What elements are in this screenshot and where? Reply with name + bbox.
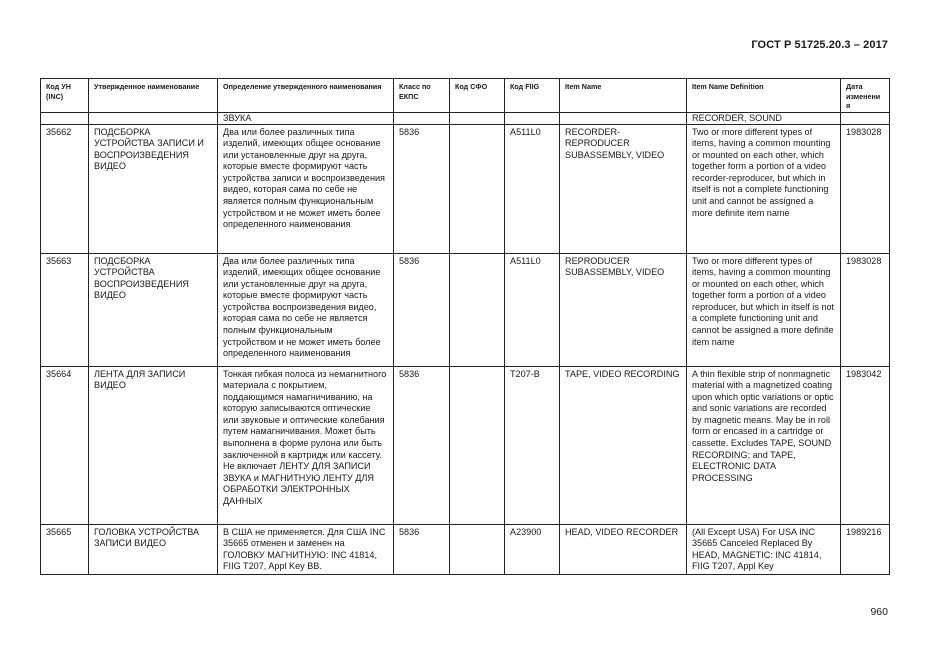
cell-sfo [450,366,505,524]
table-row [41,253,890,366]
cell-definition-ru: В США не применяется. Для США INC 35665 отменен и заменен на ГОЛОВКУ МАГНИТНУЮ: INC 41814, FIIG T207, Appl Key BB. [218,524,394,574]
cell-date: 1983042 [841,366,890,524]
cell-sfo [450,124,505,253]
cell-item-name: RECORDER-REPRODUCER SUBASSEMBLY, VIDEO [560,124,687,253]
cell-sfo [450,524,505,574]
cell-date: 1983028 [841,124,890,253]
continuation-definition-en: RECORDER, SOUND [687,112,841,124]
cell-ekps: 5836 [394,366,450,524]
column-header-inc: Код УН (INC) [41,79,89,113]
cell-inc: 35664 [41,366,89,524]
table-header-row [41,79,890,113]
cell-date: 1983028 [841,253,890,366]
cell-definition-ru: Тонкая гибкая полоса из немагнитного материала с покрытием, поддающимся намагничиванию, на которую записываются оптические или звуковые и оптические колебания путем намагничивания. Может быть выполнена в форме рулона или быть заключенной в картридж или кассету. Не включает ЛЕНТУ ДЛЯ ЗАПИСИ ЗВУКА и МАГНИТНУЮ ЛЕНТУ ДЛЯ ОБРАБОТКИ ЭЛЕКТРОННЫХ ДАННЫХ [218,366,394,524]
cell-fiig: A511L0 [505,253,560,366]
cell-fiig: A511L0 [505,124,560,253]
cell-date: 1989216 [841,524,890,574]
column-header-definition-ru: Определение утвержденного наименования [218,79,394,113]
specification-table [40,78,890,575]
column-header-name-ru: Утвержденное наименование [89,79,218,113]
cell-definition-en: Two or more different types of items, having a common mounting or mounted on each other, which together form a portion of a video reproducer, but which in itself is not a complete functioning unit and cannot be assigned a more definite item name [687,253,841,366]
continuation-definition-ru: ЗВУКА [218,112,394,124]
cell-definition-en: A thin flexible strip of nonmagnetic material with a magnetized coating upon which optic variations or optic and sonic variations are recorded by magnetic means. May be in roll form or encased in a cartridge or cassette. Excludes TAPE, SOUND RECORDING; and TAPE, ELECTRONIC DATA PROCESSING [687,366,841,524]
cell-inc: 35662 [41,124,89,253]
cell-name-ru: ЛЕНТА ДЛЯ ЗАПИСИ ВИДЕО [89,366,218,524]
cell-item-name: REPRODUCER SUBASSEMBLY, VIDEO [560,253,687,366]
table-row [41,366,890,524]
cell-name-ru: ПОДСБОРКА УСТРОЙСТВА ВОСПРОИЗВЕДЕНИЯ ВИДЕО [89,253,218,366]
table-row [41,124,890,253]
cell-name-ru: ГОЛОВКА УСТРОЙСТВА ЗАПИСИ ВИДЕО [89,524,218,574]
cell-inc: 35663 [41,253,89,366]
cell-definition-en: Two or more different types of items, having a common mounting or mounted on each other, which together form a portion of a video recorder-reproducer, but which in itself is not a complete functioning unit and cannot be assigned a more definite item name [687,124,841,253]
cell-ekps: 5836 [394,524,450,574]
cell-ekps: 5836 [394,124,450,253]
cell-inc: 35665 [41,524,89,574]
column-header-date: Дата изменения [841,79,890,113]
cell-definition-en: (All Except USA) For USA INC 35665 Canceled Replaced By HEAD, MAGNETIC: INC 41814, FIIG T207, Appl Key [687,524,841,574]
cell-sfo [450,253,505,366]
cell-item-name: TAPE, VIDEO RECORDING [560,366,687,524]
column-header-sfo: Код СФО [450,79,505,113]
column-header-definition-en: Item Name Definition [687,79,841,113]
cell-definition-ru: Два или более различных типа изделий, имеющих общее основание или установленные друг на друга, которые вместе формируют часть устройства записи и воспроизведения видео, которая сама по себе не является полным функциональным устройством и не может иметь более определенного наименования [218,124,394,253]
column-header-item-name: Item Name [560,79,687,113]
column-header-ekps: Класс по ЕКПС [394,79,450,113]
cell-fiig: A23900 [505,524,560,574]
page-number: 960 [870,606,888,618]
column-header-fiig: Код FIIG [505,79,560,113]
cell-item-name: HEAD, VIDEO RECORDER [560,524,687,574]
cell-definition-ru: Два или более различных типа изделий, имеющих общее основание или установленные друг на друга, которые вместе формируют часть устройства воспроизведения видео, которая сама по себе не является полным функциональным устройством и не может иметь более определенного наименования [218,253,394,366]
continuation-row [41,112,890,124]
table-row [41,524,890,574]
cell-name-ru: ПОДСБОРКА УСТРОЙСТВА ЗАПИСИ И ВОСПРОИЗВЕДЕНИЯ ВИДЕО [89,124,218,253]
cell-fiig: T207-B [505,366,560,524]
document-standard-header: ГОСТ Р 51725.20.3 – 2017 [751,39,888,51]
cell-ekps: 5836 [394,253,450,366]
